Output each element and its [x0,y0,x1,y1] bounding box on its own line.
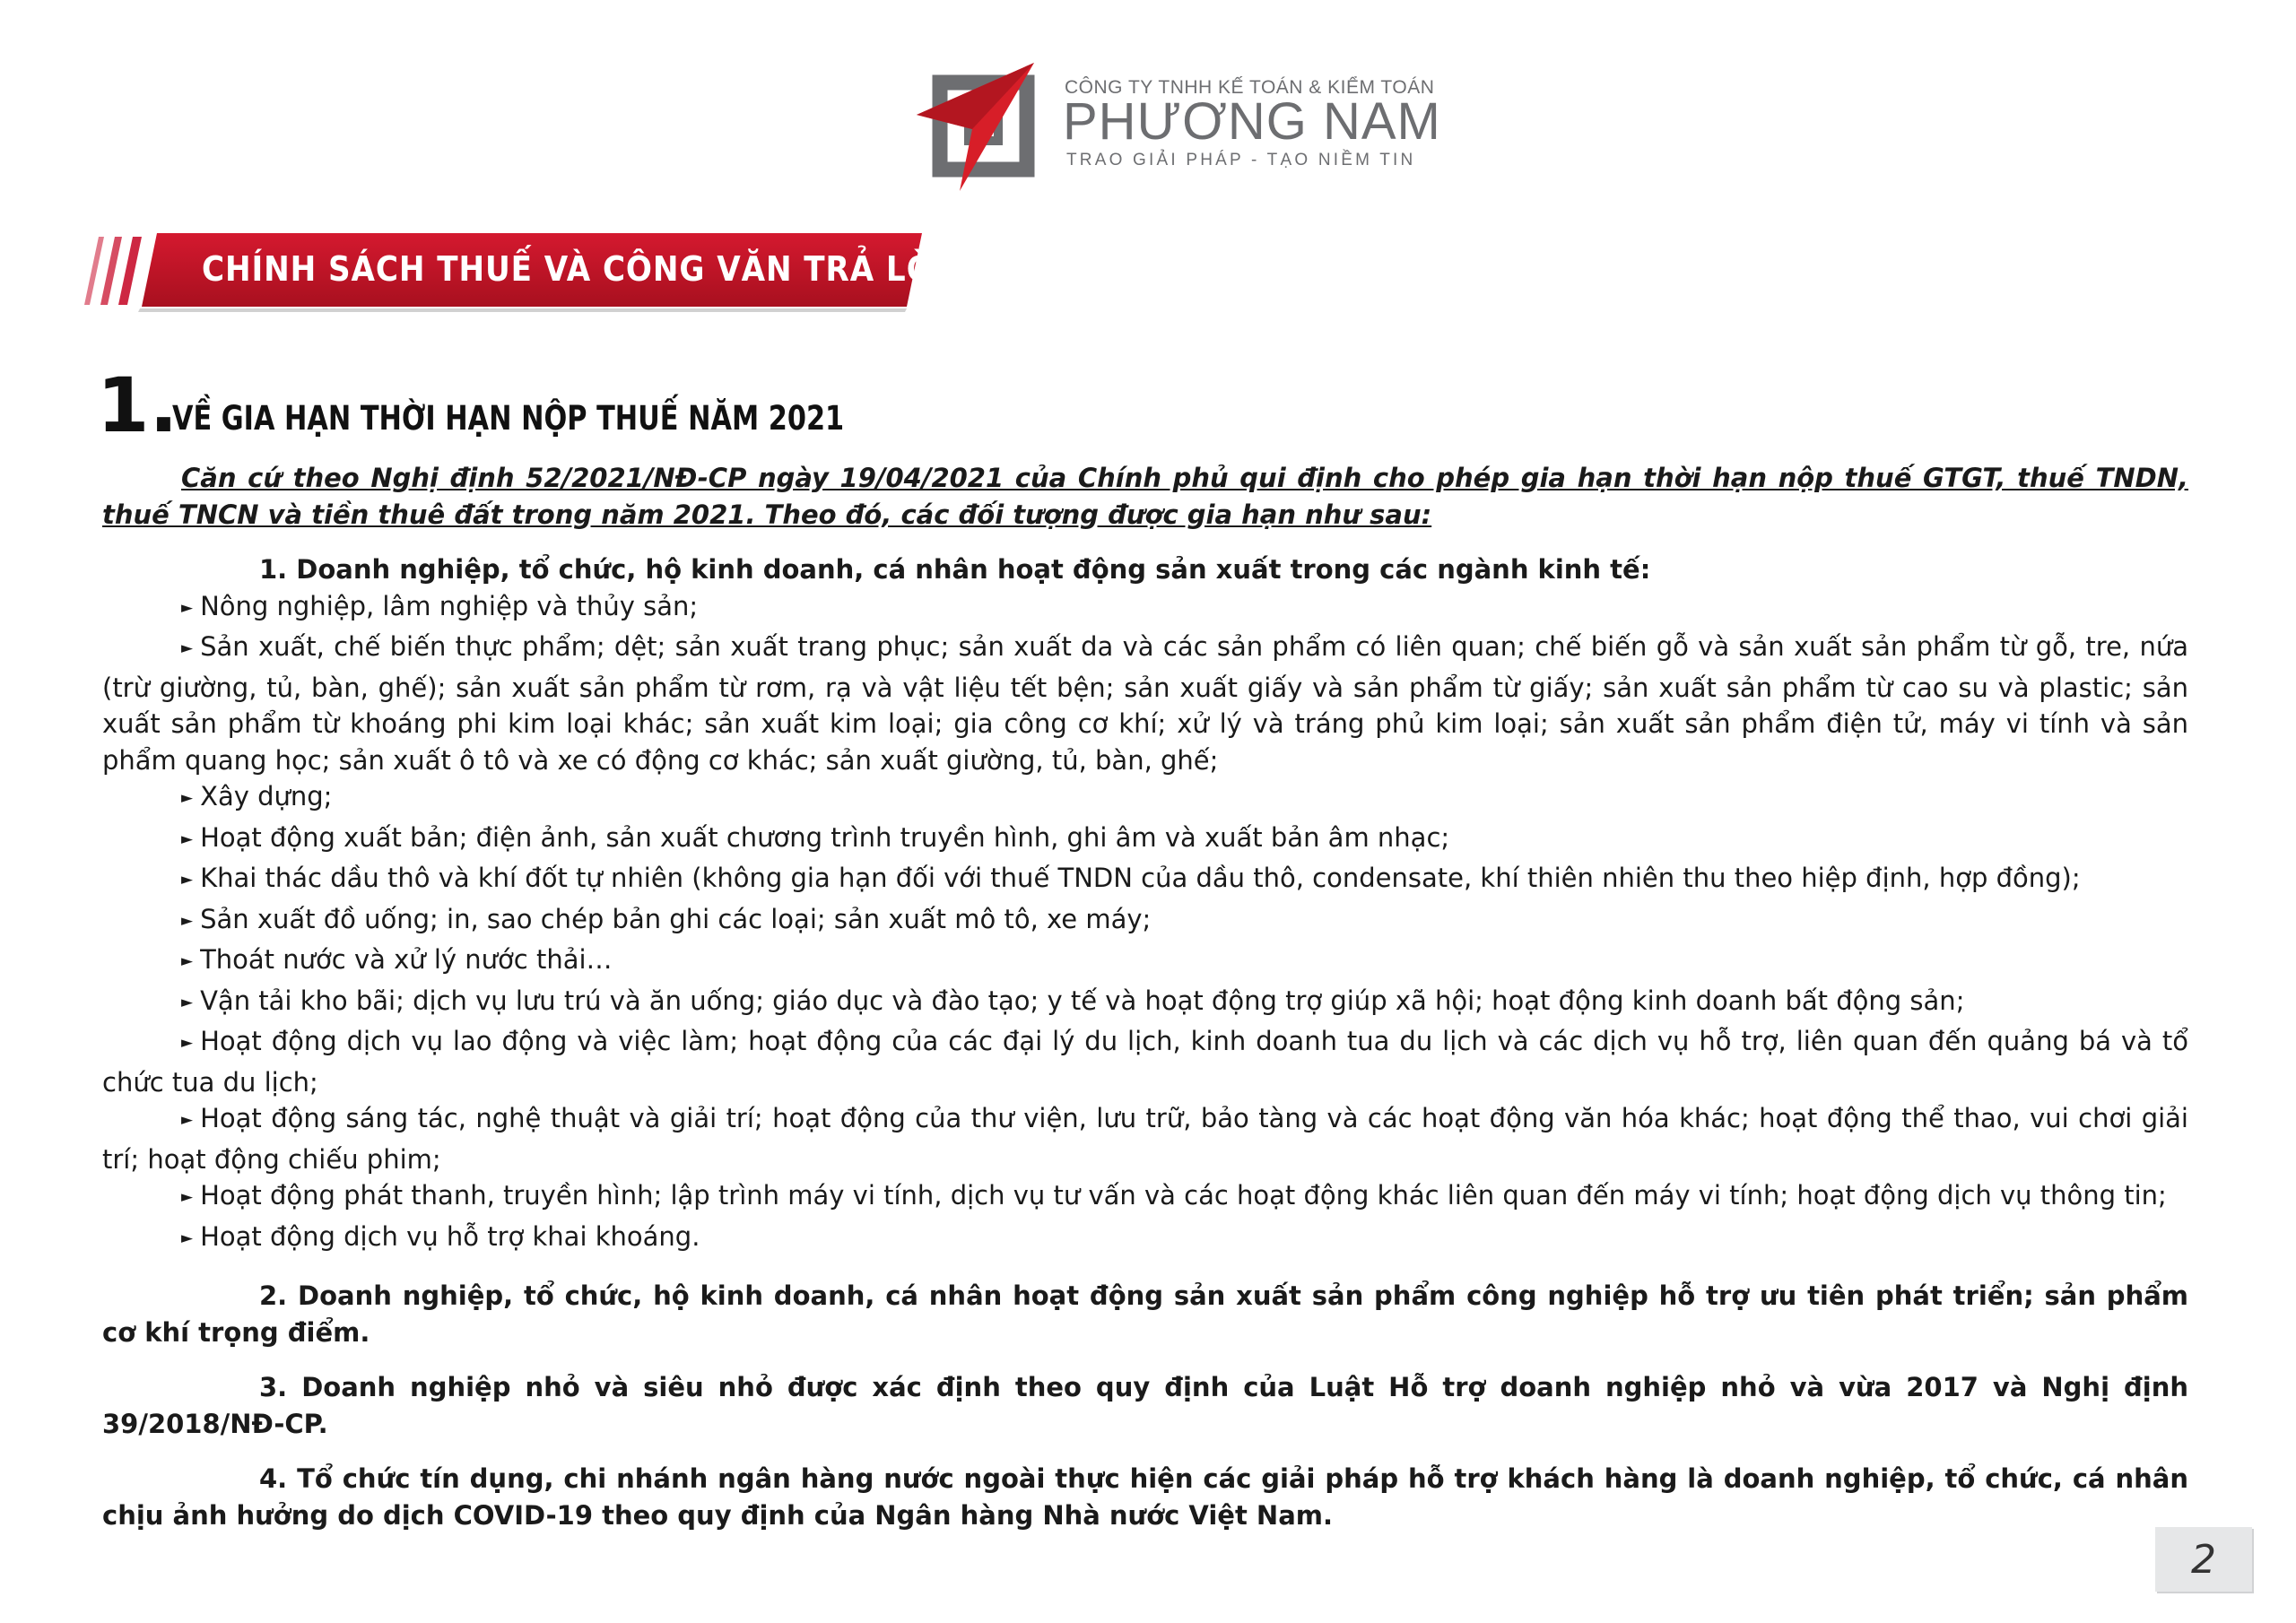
bullet-arrow-icon: ► [181,911,194,930]
list-item-text: Hoạt động xuất bản; điện ảnh, sản xuất chương trình truyền hình, ghi âm và xuất bản âm nhạc; [200,821,1450,853]
company-logo [917,59,1441,203]
bullet-arrow-icon: ► [181,1188,194,1206]
list-item-text: Nông nghiệp, lâm nghiệp và thủy sản; [200,590,699,621]
group2-paragraph: 2. Doanh nghiệp, tổ chức, hộ kinh doanh, cá nhân hoạt động sản xuất sản phẩm công nghiệp hỗ trợ ưu tiên phát triển; sản phẩm cơ khí trọng điểm. [102,1280,2188,1348]
bullet-arrow-icon: ► [181,1111,194,1129]
section-banner [81,231,947,312]
bullet-arrow-icon: ► [181,789,194,807]
page-number: 2 [2155,1527,2252,1592]
list-item-text: Hoạt động sáng tác, nghệ thuật và giải trí; hoạt động của thư viện, lưu trữ, bảo tàng và các hoạt động văn hóa khác; hoạt động thể thao, vui chơi giải trí; hoạt động chiếu phim; [102,1103,2188,1175]
list-item [102,1100,2188,1177]
list-item [102,983,2188,1024]
bullet-arrow-icon: ► [181,952,194,970]
list-item [102,820,2188,861]
group3-paragraph: 3. Doanh nghiệp nhỏ và siêu nhỏ được xác định theo quy định của Luật Hỗ trợ doanh nghiệp nhỏ và vừa 2017 và Nghị định 39/2018/NĐ-CP. [102,1372,2188,1439]
list-item-text: Sản xuất, chế biến thực phẩm; dệt; sản xuất trang phục; sản xuất da và các sản phẩm có liên quan; chế biến gỗ và sản xuất sản phẩm từ gỗ, tre, nứa (trừ giường, tủ, bàn, ghế); sản xuất sản phẩm từ rơm, rạ và vật liệu tết bện; sản xuất giấy và sản phẩm từ giấy; sản xuất sản phẩm từ cao su và plastic; sản xuất sản phẩm từ khoáng phi kim loại khác; sản xuất kim loại; gia công cơ khí; xử lý và tráng phủ kim loại; sản xuất sản phẩm điện tử, máy vi tính và sản phẩm quang học; sản xuất ô tô và xe có động cơ khác; sản xuất giường, tủ, bàn, ghế; [102,631,2188,776]
list-item [102,1023,2188,1100]
list-item-text: Hoạt động dịch vụ hỗ trợ khai khoáng. [200,1220,700,1252]
list-item [102,629,2188,778]
logo-mark-icon [917,59,1060,203]
list-item [102,942,2188,983]
intro-paragraph: Căn cứ theo Nghị định 52/2021/NĐ-CP ngày 19/04/2021 của Chính phủ qui định cho phép gia hạn thời hạn nộp thuế GTGT, thuế TNDN, thuế TNCN và tiền thuê đất trong năm 2021. Theo đó, các đối tượng được gia hạn như sau: [102,463,2188,530]
list-item-text: Sản xuất đồ uống; in, sao chép bản ghi các loại; sản xuất mô tô, xe máy; [200,903,1152,934]
list-item [102,901,2188,942]
list-item [102,1177,2188,1219]
list-item [102,588,2188,629]
list-item-text: Hoạt động phát thanh, truyền hình; lập trình máy vi tính, dịch vụ tư vấn và các hoạt động khác liên quan đến máy vi tính; hoạt động dịch vụ thông tin; [200,1180,2167,1211]
bullet-arrow-icon: ► [181,1228,194,1247]
logo-tagline: TRAO GIẢI PHÁP - TẠO NIỀM TIN [1066,151,1416,169]
bullet-arrow-icon: ► [181,993,194,1011]
bullet-arrow-icon: ► [181,829,194,848]
list-item-text: Vận tải kho bãi; dịch vụ lưu trú và ăn uống; giáo dục và đào tạo; y tế và hoạt động trợ giúp xã hội; hoạt động kinh doanh bất động sản; [200,985,1965,1016]
list-item-text: Khai thác dầu thô và khí đốt tự nhiên (không gia hạn đối với thuế TNDN của dầu thô, condensate, khí thiên nhiên thu theo hiệp định, hợp đồng); [200,863,2081,893]
bullet-arrow-icon: ► [181,1034,194,1052]
group1-heading: 1. Doanh nghiệp, tổ chức, hộ kinh doanh, cá nhân hoạt động sản xuất trong các ngành kinh tế: [259,554,1651,585]
bullet-arrow-icon: ► [181,639,194,657]
section-title: VỀ GIA HẠN THỜI HẠN NỘP THUẾ NĂM 2021 [172,399,845,438]
logo-company-name: PHƯƠNG NAM [1063,92,1441,151]
list-item [102,1219,2188,1260]
list-item-text: Hoạt động dịch vụ lao động và việc làm; hoạt động của các đại lý du lịch, kinh doanh tua du lịch và các dịch vụ hỗ trợ, liên quan đến quảng bá và tổ chức tua du lịch; [102,1026,2188,1098]
list-item [102,778,2188,820]
banner-title: CHÍNH SÁCH THUẾ VÀ CÔNG VĂN TRẢ LỜI [202,249,947,289]
list-item-text: Xây dựng; [200,781,333,812]
section-number: 1. [97,361,178,449]
bullet-arrow-icon: ► [181,598,194,617]
logo-company-type: CÔNG TY TNHH KẾ TOÁN & KIỂM TOÁN [1065,77,1435,98]
group4-paragraph: 4. Tổ chức tín dụng, chi nhánh ngân hàng nước ngoài thực hiện các giải pháp hỗ trợ khách hàng là doanh nghiệp, tổ chức, cá nhân chịu ảnh hưởng do dịch COVID-19 theo quy định của Ngân hàng Nhà nước Việt Nam. [102,1463,2188,1531]
bullet-arrow-icon: ► [181,871,194,889]
list-item [102,860,2188,901]
section-content [102,460,2188,1533]
list-item-text: Thoát nước và xử lý nước thải… [200,944,613,975]
